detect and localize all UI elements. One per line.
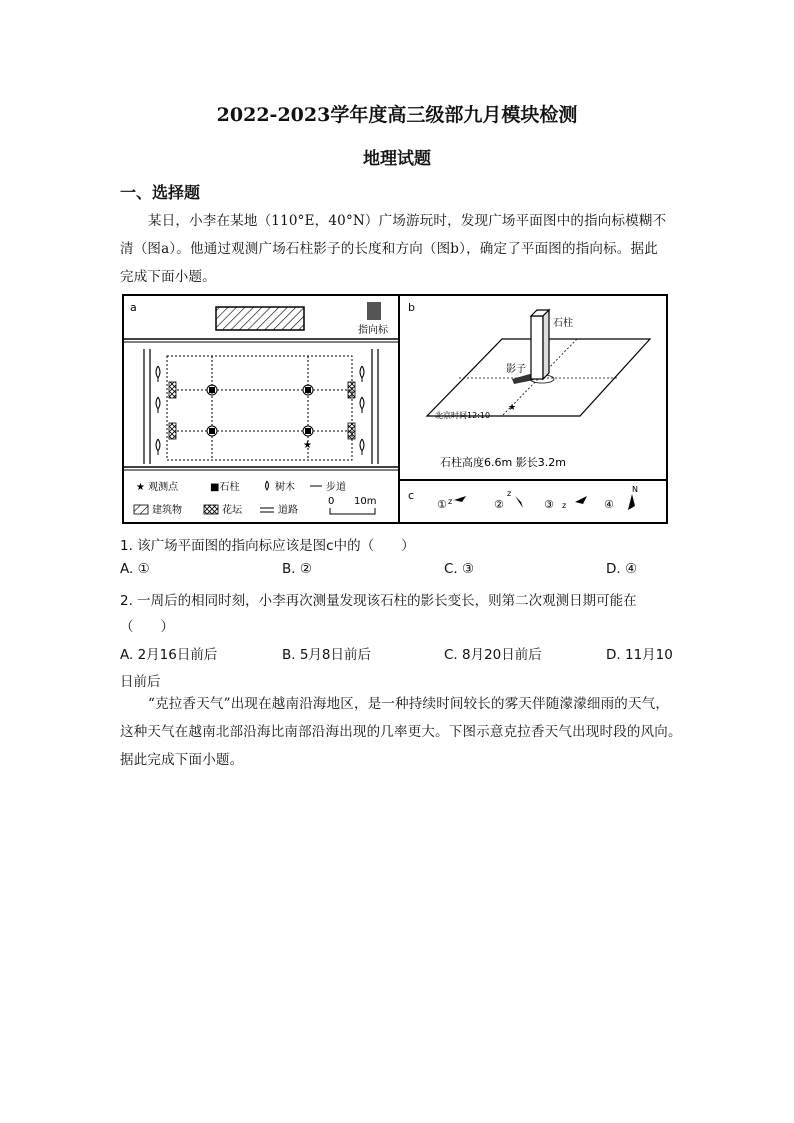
- q1-option-d: D. ④: [606, 561, 638, 577]
- option-3-label: ③: [544, 498, 554, 511]
- pillar-3d: [531, 316, 543, 379]
- question-2-stem: 2. 一周后的相同时刻，小李再次测量发现该石柱的影长变长，则第二次观测日期可能在: [120, 593, 637, 609]
- q1-option-a: A. ①: [120, 561, 150, 577]
- legend-observe-point: ★ 观测点: [136, 482, 179, 493]
- pillar: [209, 387, 215, 393]
- blurred-compass: [367, 302, 381, 320]
- legend-tree: 树木: [275, 482, 295, 493]
- observe-star-b: ★: [508, 403, 517, 413]
- legend-walkway: 步道: [326, 482, 346, 493]
- q2-option-c: C. 8月20日前后: [444, 647, 542, 663]
- page-title: 2022-2023学年度高三级部九月模块检测: [216, 104, 578, 126]
- scale-zero: 0: [328, 496, 335, 507]
- pillar: [209, 428, 215, 434]
- compass-1-n: z: [448, 497, 453, 506]
- question-2-stem-2: （ ）: [120, 619, 174, 635]
- observe-point-star: ★: [303, 440, 312, 451]
- compass-4-n: N: [632, 485, 638, 494]
- q2-option-d: D. 11月10: [606, 647, 673, 663]
- compass-2-n: z: [507, 489, 512, 498]
- panel-a-label: a: [130, 301, 137, 314]
- intro-line-1: 某日，小李在某地（110°E，40°N）广场游玩时，发现广场平面图中的指向标模糊不: [148, 213, 667, 229]
- q2-option-a: A. 2月16日前后: [120, 647, 218, 663]
- compass-label: 指向标: [358, 325, 388, 336]
- legend-building: 建筑物: [152, 505, 182, 516]
- option-1-label: ①: [437, 498, 447, 511]
- flowerbed: [348, 423, 355, 439]
- q2-option-d-tail: 日前后: [120, 674, 161, 690]
- pillar: [305, 428, 311, 434]
- legend-pillar: ■石柱: [210, 482, 240, 493]
- q1-option-b: B. ②: [282, 561, 312, 577]
- q2-option-b: B. 5月8日前后: [282, 647, 372, 663]
- pillar-label: 石柱: [553, 318, 573, 329]
- pillar: [305, 387, 311, 393]
- building-top: [216, 307, 304, 330]
- figure-abc: [122, 294, 668, 524]
- time-label: 北京时间12:10: [435, 411, 491, 420]
- compass-3-n: z: [562, 501, 567, 510]
- passage-2-line-1: “克拉香天气”出现在越南沿海地区，是一种持续时间较长的雾天伴随濛濛细雨的天气，: [148, 696, 670, 712]
- panel-b-caption: 石柱高度6.6m 影长3.2m: [440, 456, 566, 469]
- page-subtitle: 地理试题: [363, 149, 431, 169]
- passage-2-line-2: 这种天气在越南北部沿海比南部沿海出现的几率更大。下图示意克拉香天气出现时段的风向。: [120, 724, 682, 740]
- pillar-side: [543, 310, 549, 379]
- option-2-label: ②: [494, 498, 504, 511]
- legend-building-icon: [134, 505, 148, 514]
- legend-flowerbed-icon: [204, 505, 218, 514]
- option-4-label: ④: [604, 498, 614, 511]
- panel-b-label: b: [408, 301, 415, 314]
- passage-2-line-3: 据此完成下面小题。: [120, 752, 244, 768]
- legend-flowerbed: 花坛: [222, 505, 242, 516]
- question-1-stem: 1. 该广场平面图的指向标应该是图c中的（ ）: [120, 538, 415, 554]
- intro-line-2: 清（图a）。他通过观测广场石柱影子的长度和方向（图b），确定了平面图的指向标。据此: [120, 241, 658, 257]
- flowerbed: [169, 423, 176, 439]
- flowerbed: [348, 382, 355, 398]
- panel-c-label: c: [408, 489, 415, 502]
- intro-line-3: 完成下面小题。: [120, 269, 216, 285]
- q1-option-c: C. ③: [444, 561, 475, 577]
- shadow-label: 影子: [506, 364, 526, 375]
- section-heading: 一、选择题: [120, 183, 201, 202]
- scale-end: 10m: [354, 496, 377, 507]
- flowerbed: [169, 382, 176, 398]
- legend-road: 道路: [278, 505, 298, 516]
